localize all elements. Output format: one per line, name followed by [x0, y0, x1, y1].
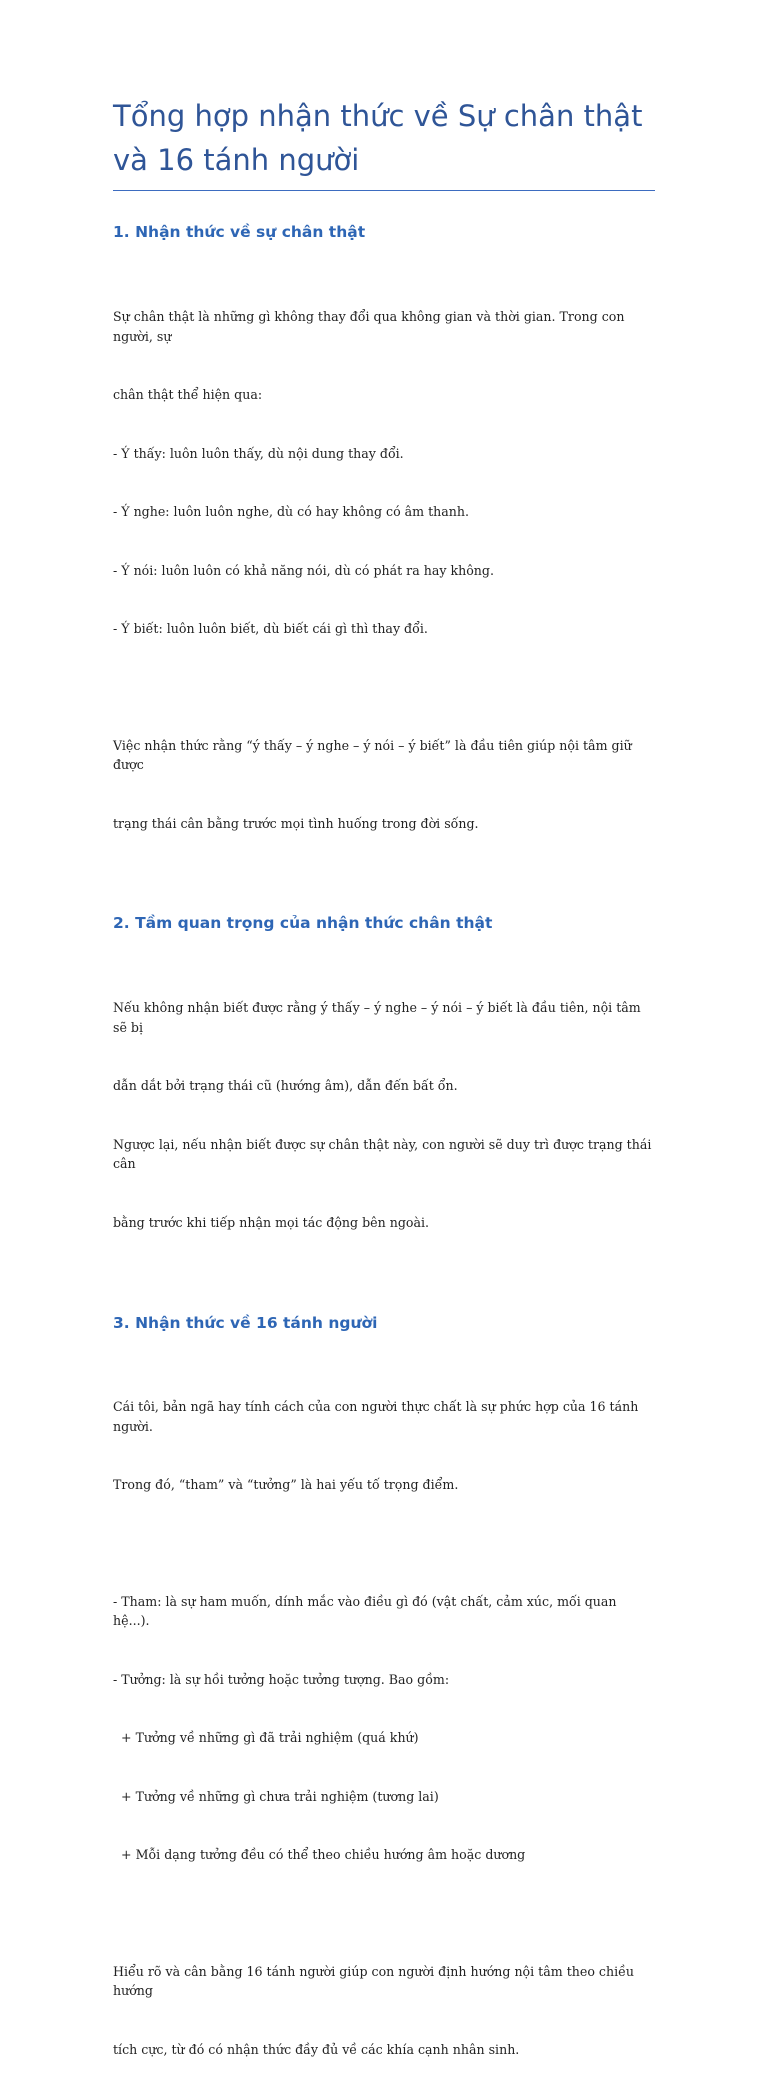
list-item: - Ý nghe: luôn luôn nghe, dù có hay không có âm thanh. [113, 502, 655, 522]
section-heading: 3. Nhận thức về 16 tánh người [113, 1312, 655, 1334]
text-line: Sự chân thật là những gì không thay đổi qua không gian và thời gian. Trong con người, sự [113, 307, 655, 346]
list-item: - Ý biết: luôn luôn biết, dù biết cái gì thì thay đổi. [113, 619, 655, 639]
section-16-tanh-nguoi [113, 1312, 655, 2098]
section-heading: 2. Tầm quan trọng của nhận thức chân thật [113, 912, 655, 934]
paragraph [113, 268, 655, 678]
text-line: trạng thái cân bằng trước mọi tình huống trong đời sống. [113, 814, 655, 834]
text-line: Nếu không nhận biết được rằng ý thấy – ý nghe – ý nói – ý biết là đầu tiên, nội tâm sẽ bị [113, 998, 655, 1037]
page-title: Tổng hợp nhận thức về Sự chân thật và 16 tánh người [113, 94, 655, 191]
text-line: Việc nhận thức rằng “ý thấy – ý nghe – ý nói – ý biết” là đầu tiên giúp nội tâm giữ được [113, 736, 655, 775]
list-item: - Ý nói: luôn luôn có khả năng nói, dù có phát ra hay không. [113, 561, 655, 581]
section-tam-quan-trong [113, 912, 655, 1271]
section-chan-that [113, 221, 655, 872]
text-line: Hiểu rõ và cân bằng 16 tánh người giúp con người định hướng nội tâm theo chiều hướng [113, 1962, 655, 2001]
text-line: chân thật thể hiện qua: [113, 385, 655, 405]
section-heading: 1. Nhận thức về sự chân thật [113, 221, 655, 243]
text-line: Cái tôi, bản ngã hay tính cách của con người thực chất là sự phức hợp của 16 tánh người. [113, 1397, 655, 1436]
text-line: bằng trước khi tiếp nhận mọi tác động bên ngoài. [113, 1213, 655, 1233]
paragraph [113, 1358, 655, 1534]
sub-list-item: + Mỗi dạng tưởng đều có thể theo chiều hướng âm hoặc dương [113, 1845, 655, 1865]
document-page [0, 0, 768, 1024]
text-line: Trong đó, “tham” và “tưởng” là hai yếu tố trọng điểm. [113, 1475, 655, 1495]
list-item: - Tham: là sự ham muốn, dính mắc vào điều gì đó (vật chất, cảm xúc, mối quan hệ...). [113, 1592, 655, 1631]
list-item: - Tưởng: là sự hồi tưởng hoặc tưởng tượng. Bao gồm: [113, 1670, 655, 1690]
text-line: dẫn dắt bởi trạng thái cũ (hướng âm), dẫn đến bất ổn. [113, 1076, 655, 1096]
text-line: tích cực, từ đó có nhận thức đầy đủ về các khía cạnh nhân sinh. [113, 2040, 655, 2060]
paragraph [113, 1923, 655, 2098]
paragraph [113, 697, 655, 873]
sub-list-item: + Tưởng về những gì đã trải nghiệm (quá khứ) [113, 1728, 655, 1748]
sub-list-item: + Tưởng về những gì chưa trải nghiệm (tương lai) [113, 1787, 655, 1807]
text-line: Ngược lại, nếu nhận biết được sự chân thật này, con người sẽ duy trì được trạng thái cân [113, 1135, 655, 1174]
list-item: - Ý thấy: luôn luôn thấy, dù nội dung thay đổi. [113, 444, 655, 464]
paragraph [113, 1553, 655, 1904]
paragraph [113, 959, 655, 1271]
